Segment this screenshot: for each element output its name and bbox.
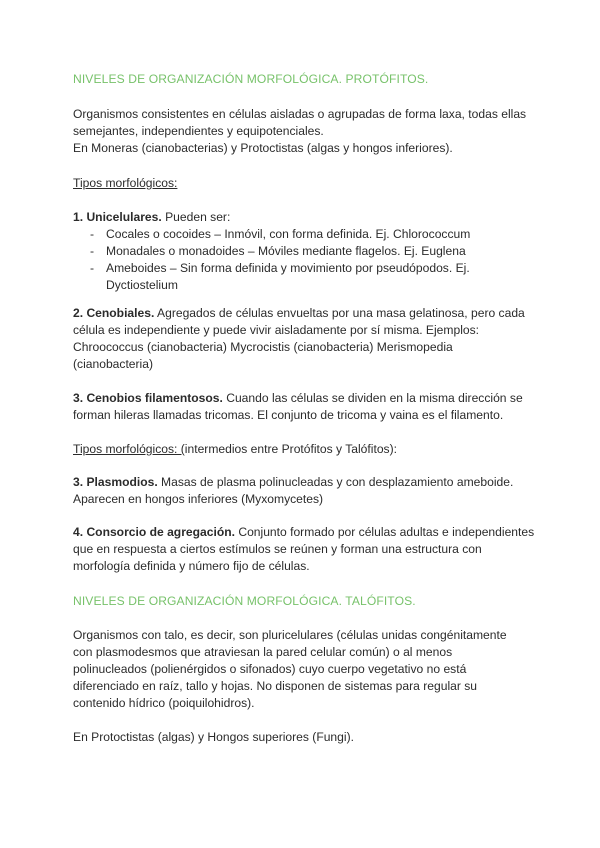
talofitos-line: contenido hídrico (poiquilohidros). bbox=[73, 696, 255, 710]
plasmodios-line: Aparecen en hongos inferiores (Myxomycetes) bbox=[73, 492, 324, 506]
tipos-morfologicos-heading: Tipos morfológicos: bbox=[73, 176, 178, 190]
consorcio-line: que en respuesta a ciertos estímulos se reúnen y forman una estructura con bbox=[73, 542, 482, 556]
tipos-intermedios-rest: intermedios entre Protófitos y Talófitos): bbox=[184, 442, 397, 456]
cenobiales-line: célula es independiente y puede vivir aisladamente por sí misma. Ejemplos: bbox=[73, 323, 480, 337]
cenobios-title: 3. Cenobios filamentosos. bbox=[73, 391, 223, 405]
cenobios-line bbox=[73, 390, 543, 407]
talofitos-line: diferenciado en raíz, tallo y hojas. No disponen de sistemas para regular su bbox=[73, 679, 478, 693]
plasmodios-line bbox=[73, 474, 543, 491]
talofitos-line: con plasmodesmos que atraviesan la pared celular común) o al menos bbox=[73, 645, 453, 659]
consorcio-title: 4. Consorcio de agregación. bbox=[73, 525, 235, 539]
list-item: - Ameboides – Sin forma definida y movimiento por pseudópodos. Ej. Dyctiostelium bbox=[73, 260, 543, 294]
intro-paragraph bbox=[73, 106, 543, 157]
section-heading-protofitos: NIVELES DE ORGANIZACIÓN MORFOLÓGICA. PROTÓFITOS. bbox=[73, 72, 429, 86]
section-heading-talofitos: NIVELES DE ORGANIZACIÓN MORFOLÓGICA. TALÓFITOS. bbox=[73, 594, 416, 608]
talofitos-paragraph bbox=[73, 627, 543, 712]
cenobios-paragraph bbox=[73, 390, 543, 424]
intro-line: En Moneras (cianobacterias) y Protoctistas (algas y hongos inferiores). bbox=[73, 141, 453, 155]
plasmodios-text: Masas de plasma polinucleadas y con desplazamiento ameboide. bbox=[157, 475, 514, 489]
tipos-intermedios-underlined: Tipos morfológicos: ( bbox=[73, 442, 185, 456]
cenobiales-line: Chroococcus (cianobacteria) Mycrocistis (cianobacteria) Merismopedia bbox=[73, 340, 453, 354]
cenobios-text: Cuando las células se dividen en la misma dirección se bbox=[222, 391, 523, 405]
plasmodios-paragraph bbox=[73, 474, 543, 508]
cenobiales-title: 2. Cenobiales. bbox=[73, 306, 155, 320]
talofitos-line: Organismos con talo, es decir, son pluricelulares (células unidas congénitamente bbox=[73, 628, 507, 642]
list-item: - Monadales o monadoides – Móviles mediante flagelos. Ej. Euglena bbox=[73, 243, 543, 260]
cenobiales-line bbox=[73, 305, 543, 322]
cenobiales-text: Agregados de células envueltas por una masa gelatinosa, pero cada bbox=[154, 306, 525, 320]
cenobiales-line: (cianobacteria) bbox=[73, 357, 153, 371]
tipos-morfologicos-intermedios bbox=[73, 441, 543, 458]
consorcio-line: morfología definida y número fijo de células. bbox=[73, 559, 310, 573]
unicelulares-list bbox=[73, 226, 543, 294]
plasmodios-title: 3. Plasmodios. bbox=[73, 475, 158, 489]
talofitos-footer: En Protoctistas (algas) y Hongos superiores (Fungi). bbox=[73, 730, 354, 744]
unicelulares-title: 1. Unicelulares. bbox=[73, 210, 162, 224]
cenobios-line: forman hileras llamadas tricomas. El conjunto de tricoma y vaina es el filamento. bbox=[73, 408, 504, 422]
unicelulares-block bbox=[73, 209, 543, 294]
unicelulares-intro bbox=[73, 209, 543, 226]
intro-line: Organismos consistentes en células aisladas o agrupadas de forma laxa, todas ellas bbox=[73, 107, 527, 121]
talofitos-line: polinucleados (polienérgidos o sifonados) cuyo cuerpo vegetativo no está bbox=[73, 662, 467, 676]
intro-line: semejantes, independientes y equipotenciales. bbox=[73, 124, 324, 138]
list-item: - Cocales o cocoides – Inmóvil, con forma definida. Ej. Chlorococcum bbox=[73, 226, 543, 243]
consorcio-text: Conjunto formado por células adultas e independientes bbox=[234, 525, 535, 539]
unicelulares-text: Pueden ser: bbox=[161, 210, 231, 224]
consorcio-paragraph bbox=[73, 524, 543, 575]
consorcio-line bbox=[73, 524, 543, 541]
cenobiales-paragraph bbox=[73, 305, 543, 373]
